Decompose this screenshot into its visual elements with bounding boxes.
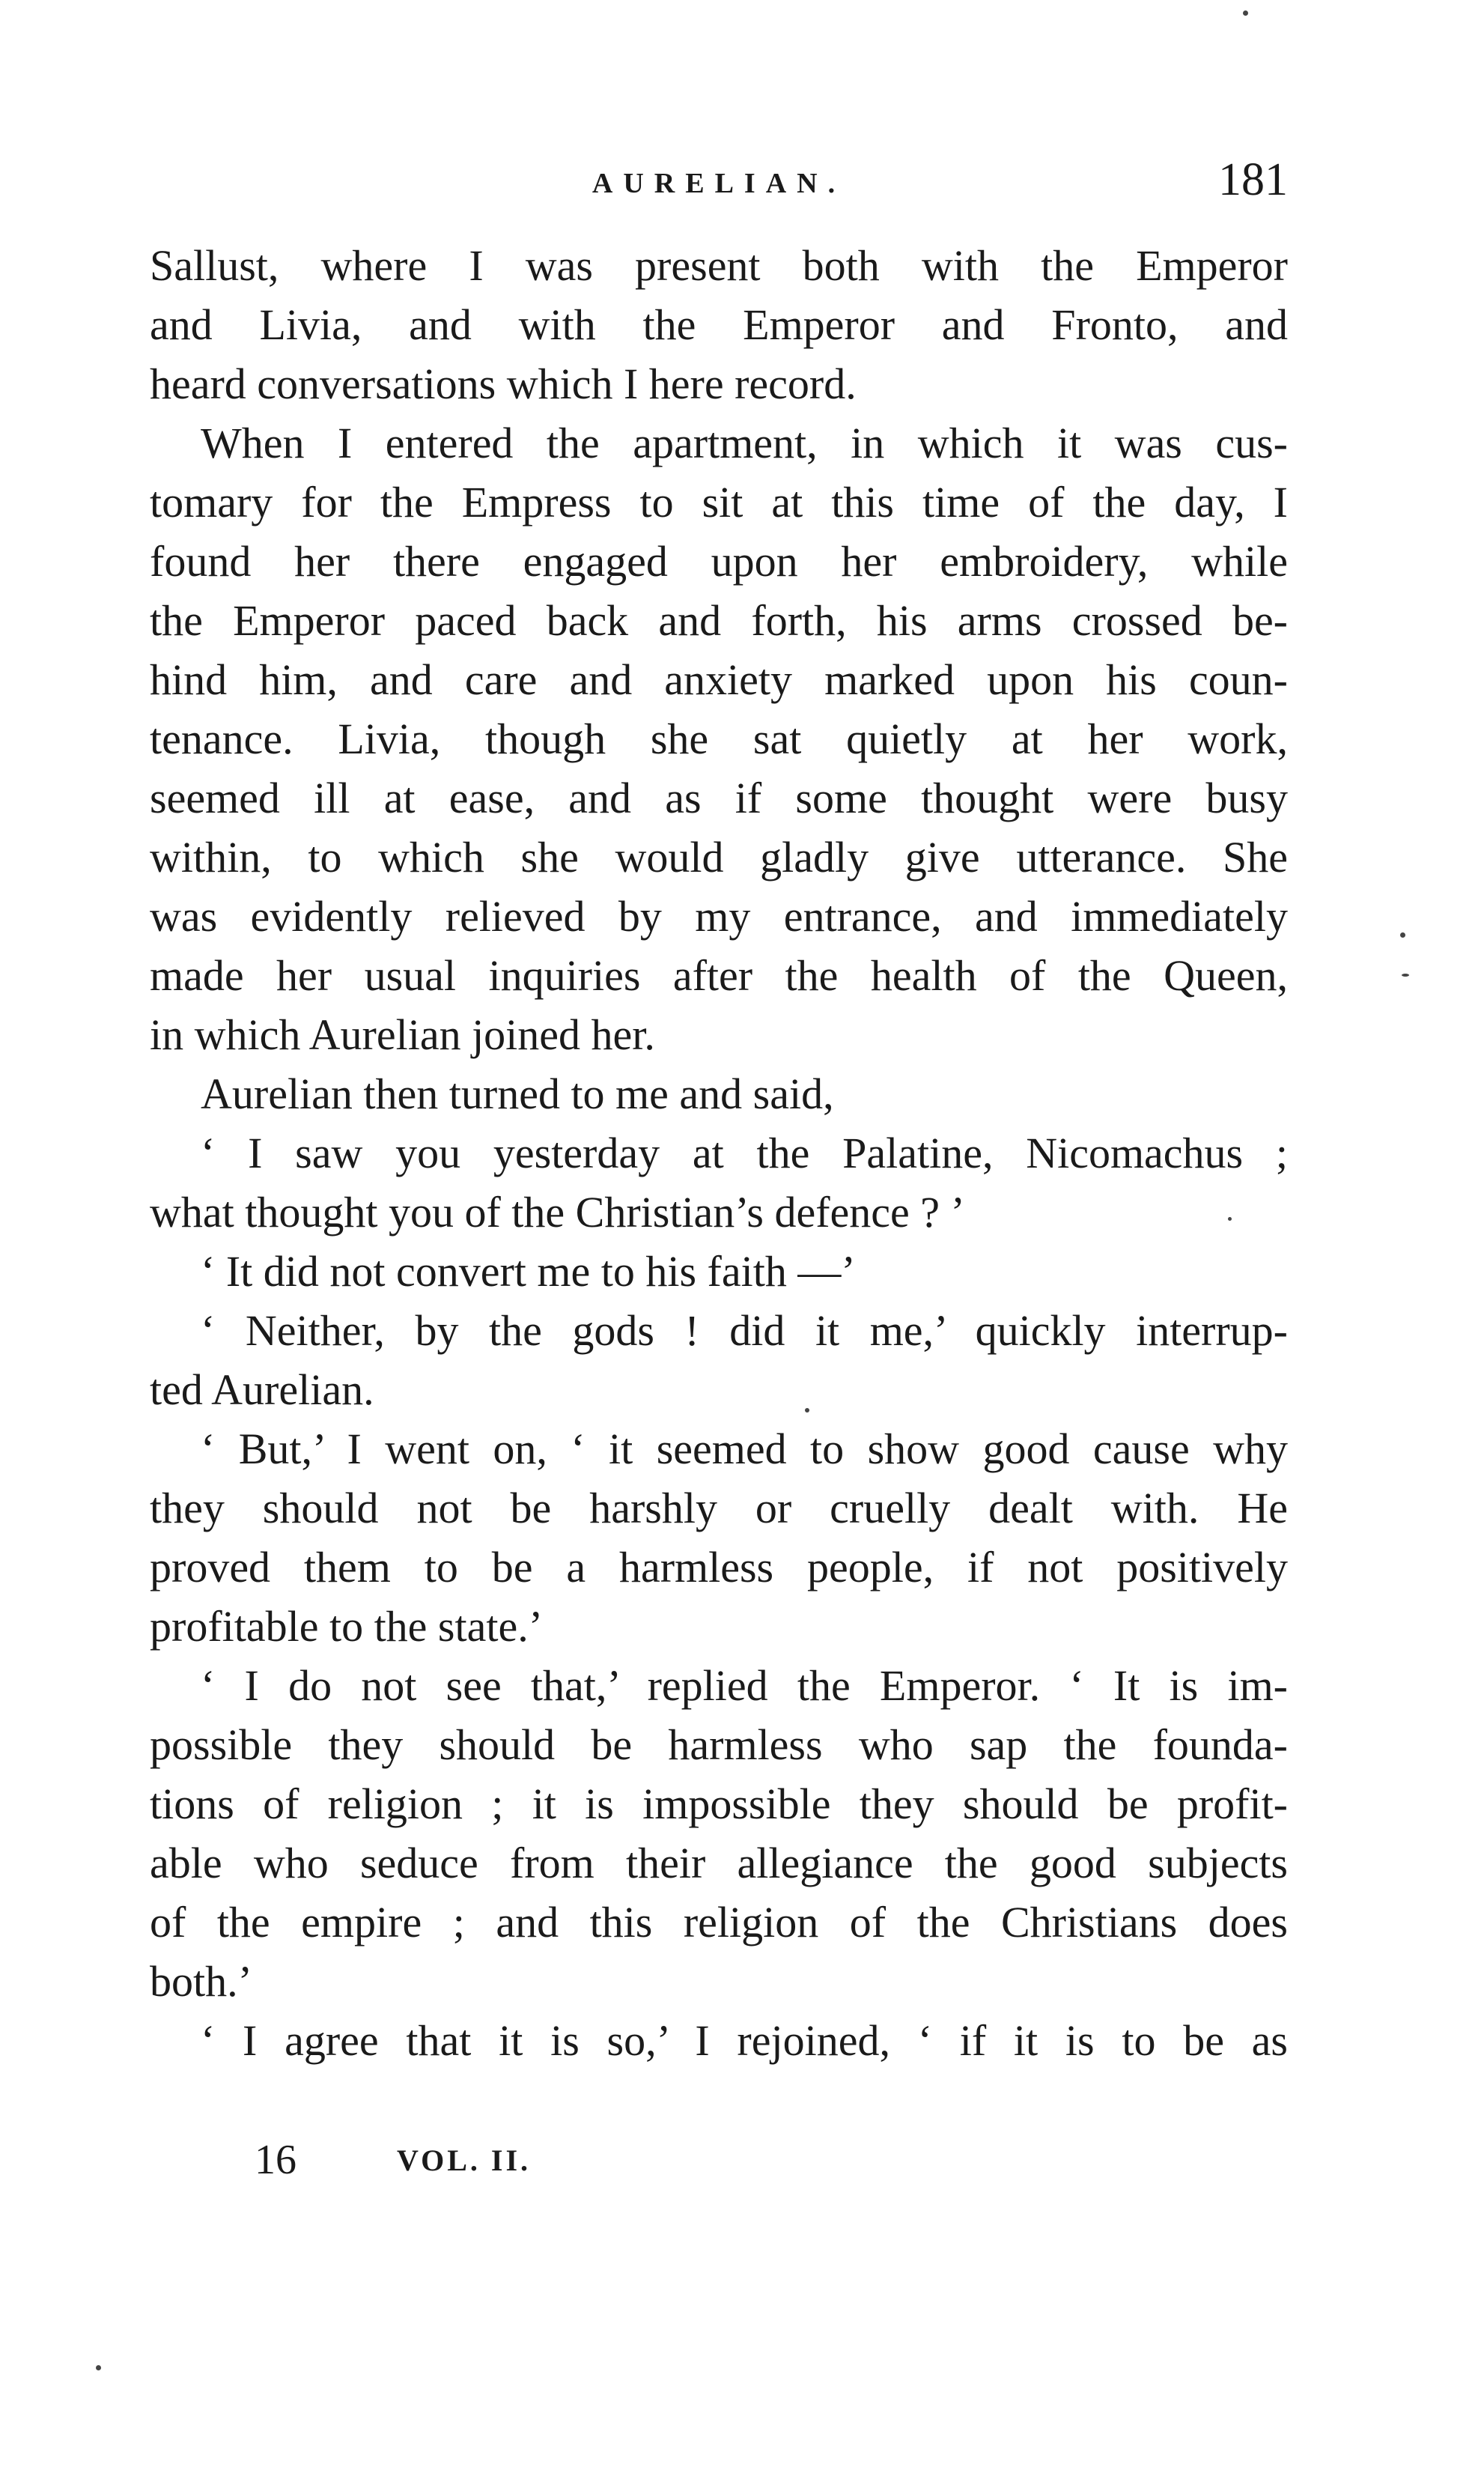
print-speck (1400, 932, 1405, 938)
text-line: the Emperor paced back and forth, his arms crossed be- (150, 596, 1288, 645)
text-line: ‘ Neither, by the gods ! did it me,’ quickly interrup- (201, 1306, 1288, 1355)
print-speck (1402, 974, 1409, 977)
text-line: found her there engaged upon her embroidery, while (150, 537, 1288, 586)
text-line: hind him, and care and anxiety marked upon his coun- (150, 655, 1288, 704)
text-line: Aurelian then turned to me and said, (201, 1069, 834, 1118)
text-line: profitable to the state.’ (150, 1602, 544, 1651)
text-line: able who seduce from their allegiance the good subjects (150, 1839, 1288, 1887)
text-line: ‘ But,’ I went on, ‘ it seemed to show good cause why (201, 1424, 1288, 1473)
body-text (150, 236, 1288, 2070)
print-speck (1243, 10, 1248, 16)
text-line: made her usual inquiries after the health of the Queen, (150, 951, 1288, 1000)
text-line: tions of religion ; it is impossible they should be profit- (150, 1779, 1288, 1828)
text-line: ‘ I agree that it is so,’ I rejoined, ‘ if it is to be as (201, 2016, 1288, 2065)
print-speck (1228, 1217, 1232, 1221)
text-line: heard conversations which I here record. (150, 359, 857, 408)
text-line: they should not be harshly or cruelly dealt with. He (150, 1484, 1288, 1532)
text-line: When I entered the apartment, in which it was cus- (201, 419, 1288, 467)
text-line: Sallust, where I was present both with the Emperor (150, 241, 1288, 290)
print-speck (805, 1408, 809, 1413)
text-line: tenance. Livia, though she sat quietly at her work, (150, 714, 1288, 763)
text-line: seemed ill at ease, and as if some thought were busy (150, 774, 1288, 822)
text-line: ‘ It did not convert me to his faith —’ (201, 1247, 856, 1296)
text-line: was evidently relieved by my entrance, and immediately (150, 892, 1288, 941)
text-line: and Livia, and with the Emperor and Fronto, and (150, 300, 1288, 349)
volume-label: VOL. II. (397, 2143, 532, 2177)
text-line: both.’ (150, 1957, 252, 2006)
text-line: within, to which she would gladly give utterance. She (150, 833, 1288, 882)
text-line: proved them to be a harmless people, if not positively (150, 1543, 1288, 1592)
text-line: of the empire ; and this religion of the Christians does (150, 1898, 1288, 1947)
signature-line (150, 2131, 1288, 2190)
running-head (150, 154, 1288, 213)
text-line: possible they should be harmless who sap the founda- (150, 1720, 1288, 1769)
text-line: what thought you of the Christian’s defence ? ’ (150, 1188, 965, 1237)
text-line: in which Aurelian joined her. (150, 1010, 655, 1059)
text-line: tomary for the Empress to sit at this time of the day, I (150, 478, 1288, 527)
text-line: ‘ I do not see that,’ replied the Emperor. ‘ It is im- (201, 1661, 1288, 1710)
page-number: 181 (1218, 154, 1288, 205)
text-line: ‘ I saw you yesterday at the Palatine, Nicomachus ; (201, 1129, 1288, 1177)
print-speck (96, 2365, 101, 2370)
signature-number: 16 (255, 2137, 297, 2183)
running-title: AURELIAN. (592, 168, 846, 199)
text-line: ted Aurelian. (150, 1365, 374, 1414)
